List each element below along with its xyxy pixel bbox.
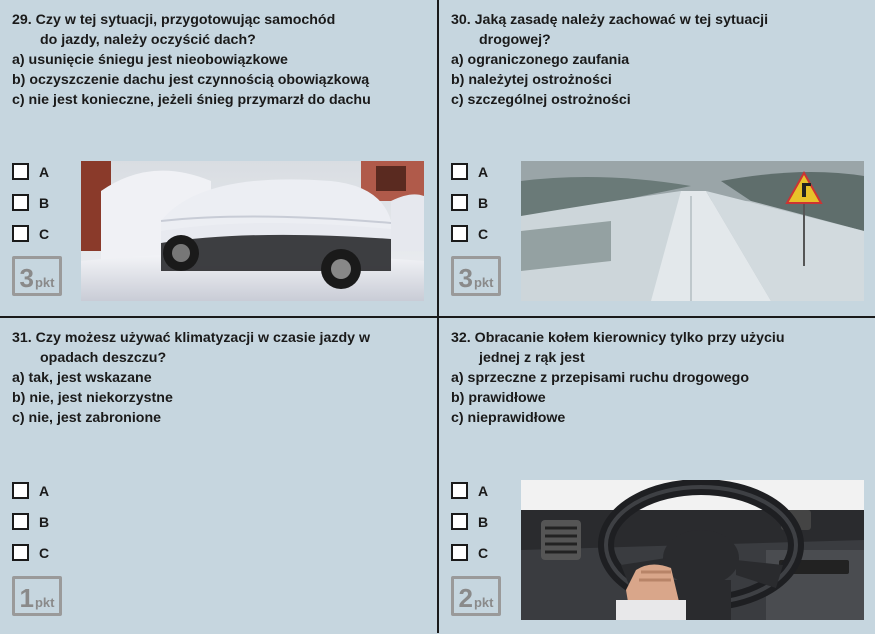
question-30: [439, 0, 875, 316]
answer-options: [451, 156, 488, 249]
steering-wheel-one-hand-photo: [521, 480, 864, 620]
question-line-1: 29. Czy w tej sytuacji, przygotowując samochód: [12, 12, 336, 28]
answer-c: c) szczególnej ostrożności: [451, 92, 631, 108]
question-line-2: do jazdy, należy oczyścić dach?: [40, 32, 256, 48]
answer-a: a) tak, jest wskazane: [12, 370, 152, 386]
option-b[interactable]: B: [12, 187, 49, 218]
answer-c: c) nieprawidłowe: [451, 410, 566, 426]
option-b[interactable]: B: [451, 187, 488, 218]
question-line-2: opadach deszczu?: [40, 350, 167, 366]
question-32: [439, 318, 875, 634]
checkbox-b[interactable]: [451, 513, 468, 530]
checkbox-c[interactable]: [12, 544, 29, 561]
checkbox-a[interactable]: [451, 482, 468, 499]
checkbox-a[interactable]: [451, 163, 468, 180]
answer-b: b) nie, jest niekorzystne: [12, 390, 173, 406]
checkbox-c[interactable]: [451, 544, 468, 561]
answer-options: [12, 156, 49, 249]
answer-b: b) należytej ostrożności: [451, 72, 612, 88]
question-text: [451, 328, 870, 428]
question-line-1: 30. Jaką zasadę należy zachować w tej sytuacji: [451, 12, 769, 28]
question-text: [12, 328, 431, 428]
snow-covered-car-photo: [81, 161, 424, 301]
option-a[interactable]: A: [451, 156, 488, 187]
points-badge: 3 pkt: [12, 256, 62, 296]
checkbox-a[interactable]: [12, 163, 29, 180]
answer-c: c) nie jest konieczne, jeżeli śnieg przymarzł do dachu: [12, 92, 371, 108]
option-c[interactable]: C: [451, 537, 488, 568]
question-line-2: jednej z rąk jest: [479, 350, 585, 366]
answer-a: a) usunięcie śniegu jest nieobowiązkowe: [12, 52, 288, 68]
checkbox-c[interactable]: [12, 225, 29, 242]
answer-options: [12, 475, 49, 568]
question-31: [0, 318, 437, 634]
checkbox-c[interactable]: [451, 225, 468, 242]
option-c[interactable]: C: [12, 537, 49, 568]
answer-b: b) prawidłowe: [451, 390, 546, 406]
option-b[interactable]: B: [12, 506, 49, 537]
answer-a: a) sprzeczne z przepisami ruchu drogowego: [451, 370, 749, 386]
answer-b: b) oczyszczenie dachu jest czynnością obowiązkową: [12, 72, 370, 88]
question-text: [12, 10, 431, 110]
option-a[interactable]: A: [451, 475, 488, 506]
option-a[interactable]: A: [12, 475, 49, 506]
option-c[interactable]: C: [451, 218, 488, 249]
checkbox-b[interactable]: [451, 194, 468, 211]
option-a[interactable]: A: [12, 156, 49, 187]
question-line-1: 31. Czy możesz używać klimatyzacji w czasie jazdy w: [12, 330, 371, 346]
option-c[interactable]: C: [12, 218, 49, 249]
question-text: [451, 10, 870, 110]
checkbox-b[interactable]: [12, 513, 29, 530]
answer-a: a) ograniczonego zaufania: [451, 52, 630, 68]
question-line-1: 32. Obracanie kołem kierownicy tylko przy użyciu: [451, 330, 785, 346]
question-line-2: drogowej?: [479, 32, 551, 48]
question-29: [0, 0, 437, 316]
answer-options: [451, 475, 488, 568]
points-badge: 1 pkt: [12, 576, 62, 616]
checkbox-a[interactable]: [12, 482, 29, 499]
answer-c: c) nie, jest zabronione: [12, 410, 161, 426]
points-badge: 2 pkt: [451, 576, 501, 616]
snowy-road-warning-sign-photo: [521, 161, 864, 301]
checkbox-b[interactable]: [12, 194, 29, 211]
points-badge: 3 pkt: [451, 256, 501, 296]
option-b[interactable]: B: [451, 506, 488, 537]
